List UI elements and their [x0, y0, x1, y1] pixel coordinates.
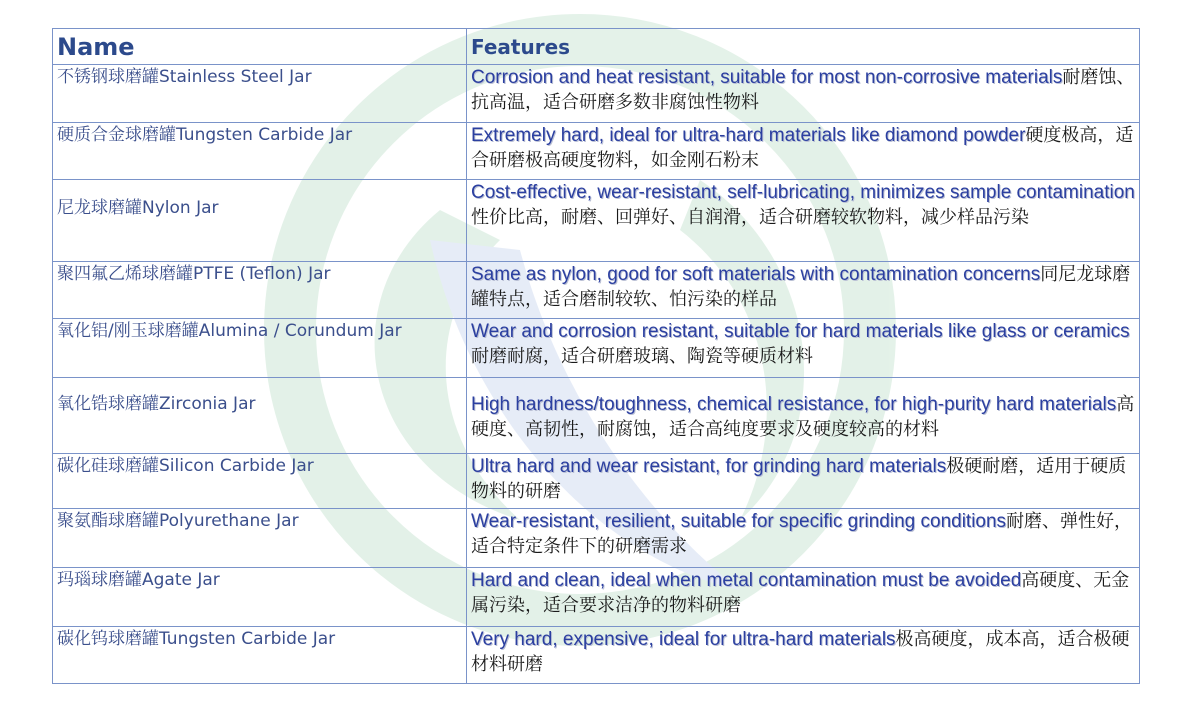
table-row	[53, 627, 1140, 684]
features-english: Cost-effective, wear-resistant, self-lubricating, minimizes sample contamination	[471, 182, 1135, 203]
table-row	[53, 319, 1140, 378]
features-chinese: 性价比高，耐磨、回弹好、自润滑，适合研磨较软物料，减少样品污染	[471, 207, 1029, 228]
table-row	[53, 378, 1140, 454]
table-header-row	[53, 29, 1140, 65]
jar-features	[467, 65, 1140, 123]
jar-name: 聚氨酯球磨罐Polyurethane Jar	[53, 509, 467, 568]
features-english: Corrosion and heat resistant, suitable for most non-corrosive materials	[471, 67, 1063, 88]
table-row	[53, 454, 1140, 509]
features-chinese: 高硬度、无金属污染，适合要求洁净的物料研磨	[471, 570, 1130, 616]
jar-features	[467, 180, 1140, 262]
features-english: Very hard, expensive, ideal for ultra-hard materials	[471, 629, 896, 650]
jar-name: 氧化锆球磨罐Zirconia Jar	[53, 378, 467, 454]
jar-name: 氧化铝/刚玉球磨罐Alumina / Corundum Jar	[53, 319, 467, 378]
features-chinese: 极高硬度，成本高，适合极硬材料研磨	[471, 629, 1130, 675]
jar-name: 碳化钨球磨罐Tungsten Carbide Jar	[53, 627, 467, 684]
column-header-features: Features	[467, 29, 1140, 65]
table-row	[53, 509, 1140, 568]
features-english: Ultra hard and wear resistant, for grinding hard materials	[471, 456, 947, 477]
features-chinese: 同尼龙球磨罐特点，适合磨制较软、怕污染的样品	[471, 264, 1131, 310]
features-chinese: 耐磨耐腐，适合研磨玻璃、陶瓷等硬质材料	[471, 346, 813, 367]
jar-name: 硬质合金球磨罐Tungsten Carbide Jar	[53, 123, 467, 180]
jar-name: 玛瑙球磨罐Agate Jar	[53, 568, 467, 627]
column-header-name: Name	[53, 29, 467, 65]
features-chinese: 耐磨蚀、抗高温，适合研磨多数非腐蚀性物料	[471, 67, 1135, 113]
features-chinese: 极硬耐磨，适用于硬质物料的研磨	[471, 456, 1127, 502]
table-row	[53, 568, 1140, 627]
jar-name: 尼龙球磨罐Nylon Jar	[53, 180, 467, 262]
jar-features	[467, 568, 1140, 627]
jar-features	[467, 319, 1140, 378]
jar-features	[467, 454, 1140, 509]
features-english: Hard and clean, ideal when metal contamination must be avoided	[471, 570, 1022, 591]
features-english: Wear and corrosion resistant, suitable for hard materials like glass or ceramics	[471, 321, 1130, 342]
table-row	[53, 262, 1140, 319]
table-row	[53, 123, 1140, 180]
jar-features	[467, 509, 1140, 568]
jar-features	[467, 123, 1140, 180]
jar-name: 不锈钢球磨罐Stainless Steel Jar	[53, 65, 467, 123]
jar-features	[467, 262, 1140, 319]
features-english: Wear-resistant, resilient, suitable for specific grinding conditions	[471, 511, 1007, 532]
jar-name: 聚四氟乙烯球磨罐PTFE (Teflon) Jar	[53, 262, 467, 319]
table-row	[53, 65, 1140, 123]
features-english: Extremely hard, ideal for ultra-hard materials like diamond powder	[471, 125, 1026, 146]
jar-features	[467, 627, 1140, 684]
features-chinese: 耐磨、弹性好，适合特定条件下的研磨需求	[471, 511, 1133, 557]
jar-name: 碳化硅球磨罐Silicon Carbide Jar	[53, 454, 467, 509]
features-english: Same as nylon, good for soft materials with contamination concerns	[471, 264, 1041, 285]
table-row	[53, 180, 1140, 262]
features-chinese: 硬度极高，适合研磨极高硬度物料，如金刚石粉末	[471, 125, 1134, 171]
features-english: High hardness/toughness, chemical resistance, for high-purity hard materials	[471, 394, 1117, 415]
jar-features	[467, 378, 1140, 454]
jar-table	[52, 28, 1140, 684]
features-chinese: 高硬度、高韧性，耐腐蚀，适合高纯度要求及硬度较高的材料	[471, 394, 1135, 440]
